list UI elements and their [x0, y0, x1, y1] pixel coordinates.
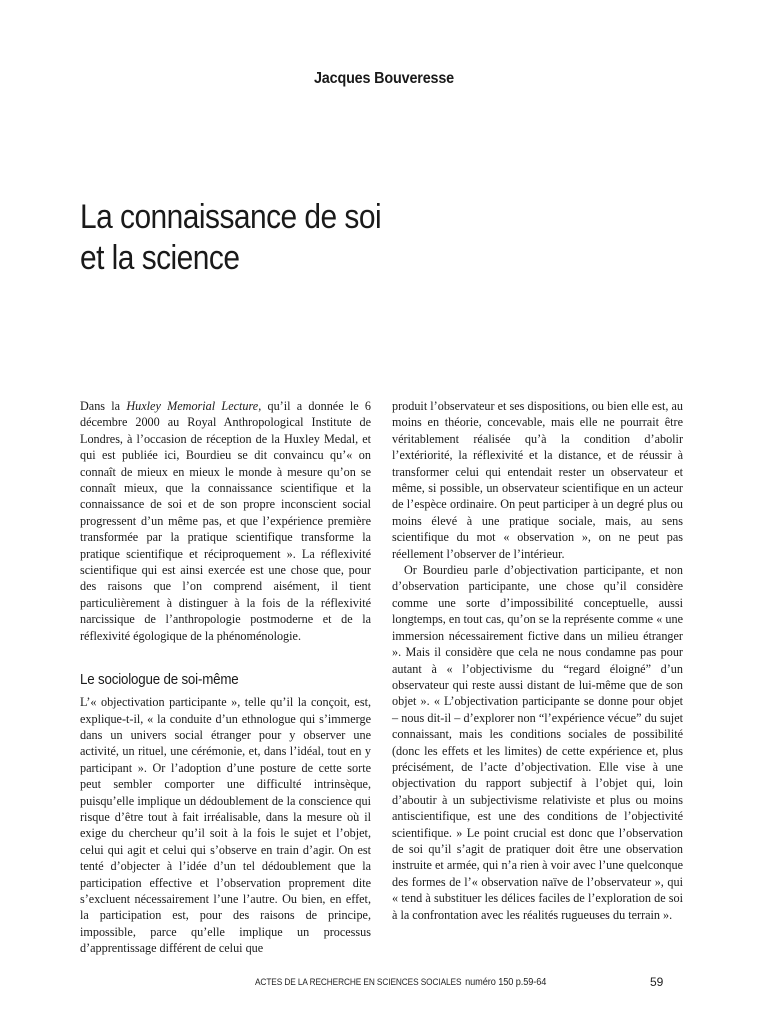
- author-name: Jacques Bouveresse: [313, 70, 455, 87]
- journal-info: [255, 977, 546, 988]
- right-paragraph-1: produit l’observateur et ses dispositions, ou bien elle est, au moins en théorie, concevable, mais elle ne pourrait être véritablement réalisée qu’à la condition d’abolir l’extériorité, la réflexivité et la distance, et de réussir à transformer celui qui entendait rester un observateur et même, si possible, un observateur scientifique en un acteur de l’espèce ordinaire. On peut participer à un degré plus ou moins élevé à une pratique sociale, mais, au sens scientifique du mot « observation », on ne peut pas réellement l’observer de l’intérieur.: [392, 399, 683, 561]
- intro-paragraph: [80, 398, 371, 644]
- page-number: 59: [650, 975, 664, 989]
- left-column: [80, 398, 371, 957]
- title-line-1: La connaissance de soi: [80, 198, 382, 236]
- journal-name: ACTES DE LA RECHERCHE EN SCIENCES SOCIALES: [255, 977, 462, 987]
- section-heading: Le sociologue de soi-même: [80, 672, 239, 689]
- article-title: [80, 197, 520, 279]
- right-column: [392, 398, 683, 923]
- intro-text-start: Dans la: [80, 399, 127, 413]
- title-line-2: et la science: [80, 239, 240, 277]
- section-paragraph: L’« objectivation participante », telle qu’il la conçoit, est, explique-t-il, « la conduite d’un ethnologue qui s’immerge dans un univers social étranger pour y observer une activité, un rituel, une cérémonie, et, dans l’idéal, tout en y participant ». Or l’adoption d’une posture de cette sorte peut sembler comporter une difficulté intrinsèque, puisqu’elle implique un dédoublement de la conscience qui risque d’être tout à fait irréalisable, dans la mesure où il exige du chercheur qu’il soit à la fois le sujet et l’objet, celui qui agit et celui qui s’observe en train d’agir. On est tenté d’objecter à l’idée d’un tel dédoublement que la participation effective et l’observation proprement dite s’excluent nécessairement l’une l’autre. Ou bien, en effet, la participation est, pour des raisons de principe, impossible, parce qu’elle implique un processus d’apprentissage différent de celui que: [80, 695, 371, 956]
- right-paragraph-2: Or Bourdieu parle d’objectivation participante, et non d’observation participante, une chose qu’il considère comme une sorte d’impossibilité conceptuelle, aussi longtemps, en tout cas, qu’on se la représente comme « une immersion nécessairement fictive dans un milieu étranger ». Mais il considère que cela ne nous condamne pas pour autant à « l’objectivisme du “regard éloigné” d’un observateur qui reste aussi distant de lui-même que de son objet ». « L’objectivation participante se donne pour objet – nous dit-il – d’explorer non “l’expérience vécue” du sujet connaissant, mais les conditions sociales de possibilité (donc les effets et les limites) de cette expérience et, plus précisément, de l’acte d’objectivation. Elle vise à une objectivation du rapport subjectif à l’objet qui, loin d’aboutir à un subjectivisme relativiste et plus ou moins antiscientifique, est une des conditions de l’objectivité scientifique. » Le point crucial est donc que l’observation de soi qu’il s’agit de pratiquer doit être une observation instruite et armée, qui n’a rien à voir avec l’une quelconque des formes de l’« observation naïve de l’observateur », qui « tend à substituer les délices faciles de l’exploration de soi à la confrontation avec les réalités rugueuses du terrain ».: [392, 563, 683, 922]
- issue-info: numéro 150 p.59-64: [465, 977, 547, 988]
- intro-text-rest: , qu’il a donnée le 6 décembre 2000 au Royal Anthropological Institute de Londres, à l’occasion de réception de la Huxley Medal, et qui est publiée ici, Bourdieu se dit convaincu qu’« on connaît de mieux en mieux le monde à mesure qu’on se connaît mieux, que la connaissance scientifique et la connaissance de soi et de son propre inconscient social progressent d’un même pas, et que l’expérience première transformée par la pratique scientifique transforme la pratique scientifique et réciproquement ». La réflexivité scientifique qui est ainsi exercée est une chose que, pour des raisons que l’on comprend aisément, il tient particulièrement à distinguer à la fois de la réflexivité narcissique de l’anthropologie postmoderne et de la réflexivité égologique de la phénoménologie.: [80, 399, 372, 643]
- lecture-name: Huxley Memorial Lecture: [126, 399, 259, 413]
